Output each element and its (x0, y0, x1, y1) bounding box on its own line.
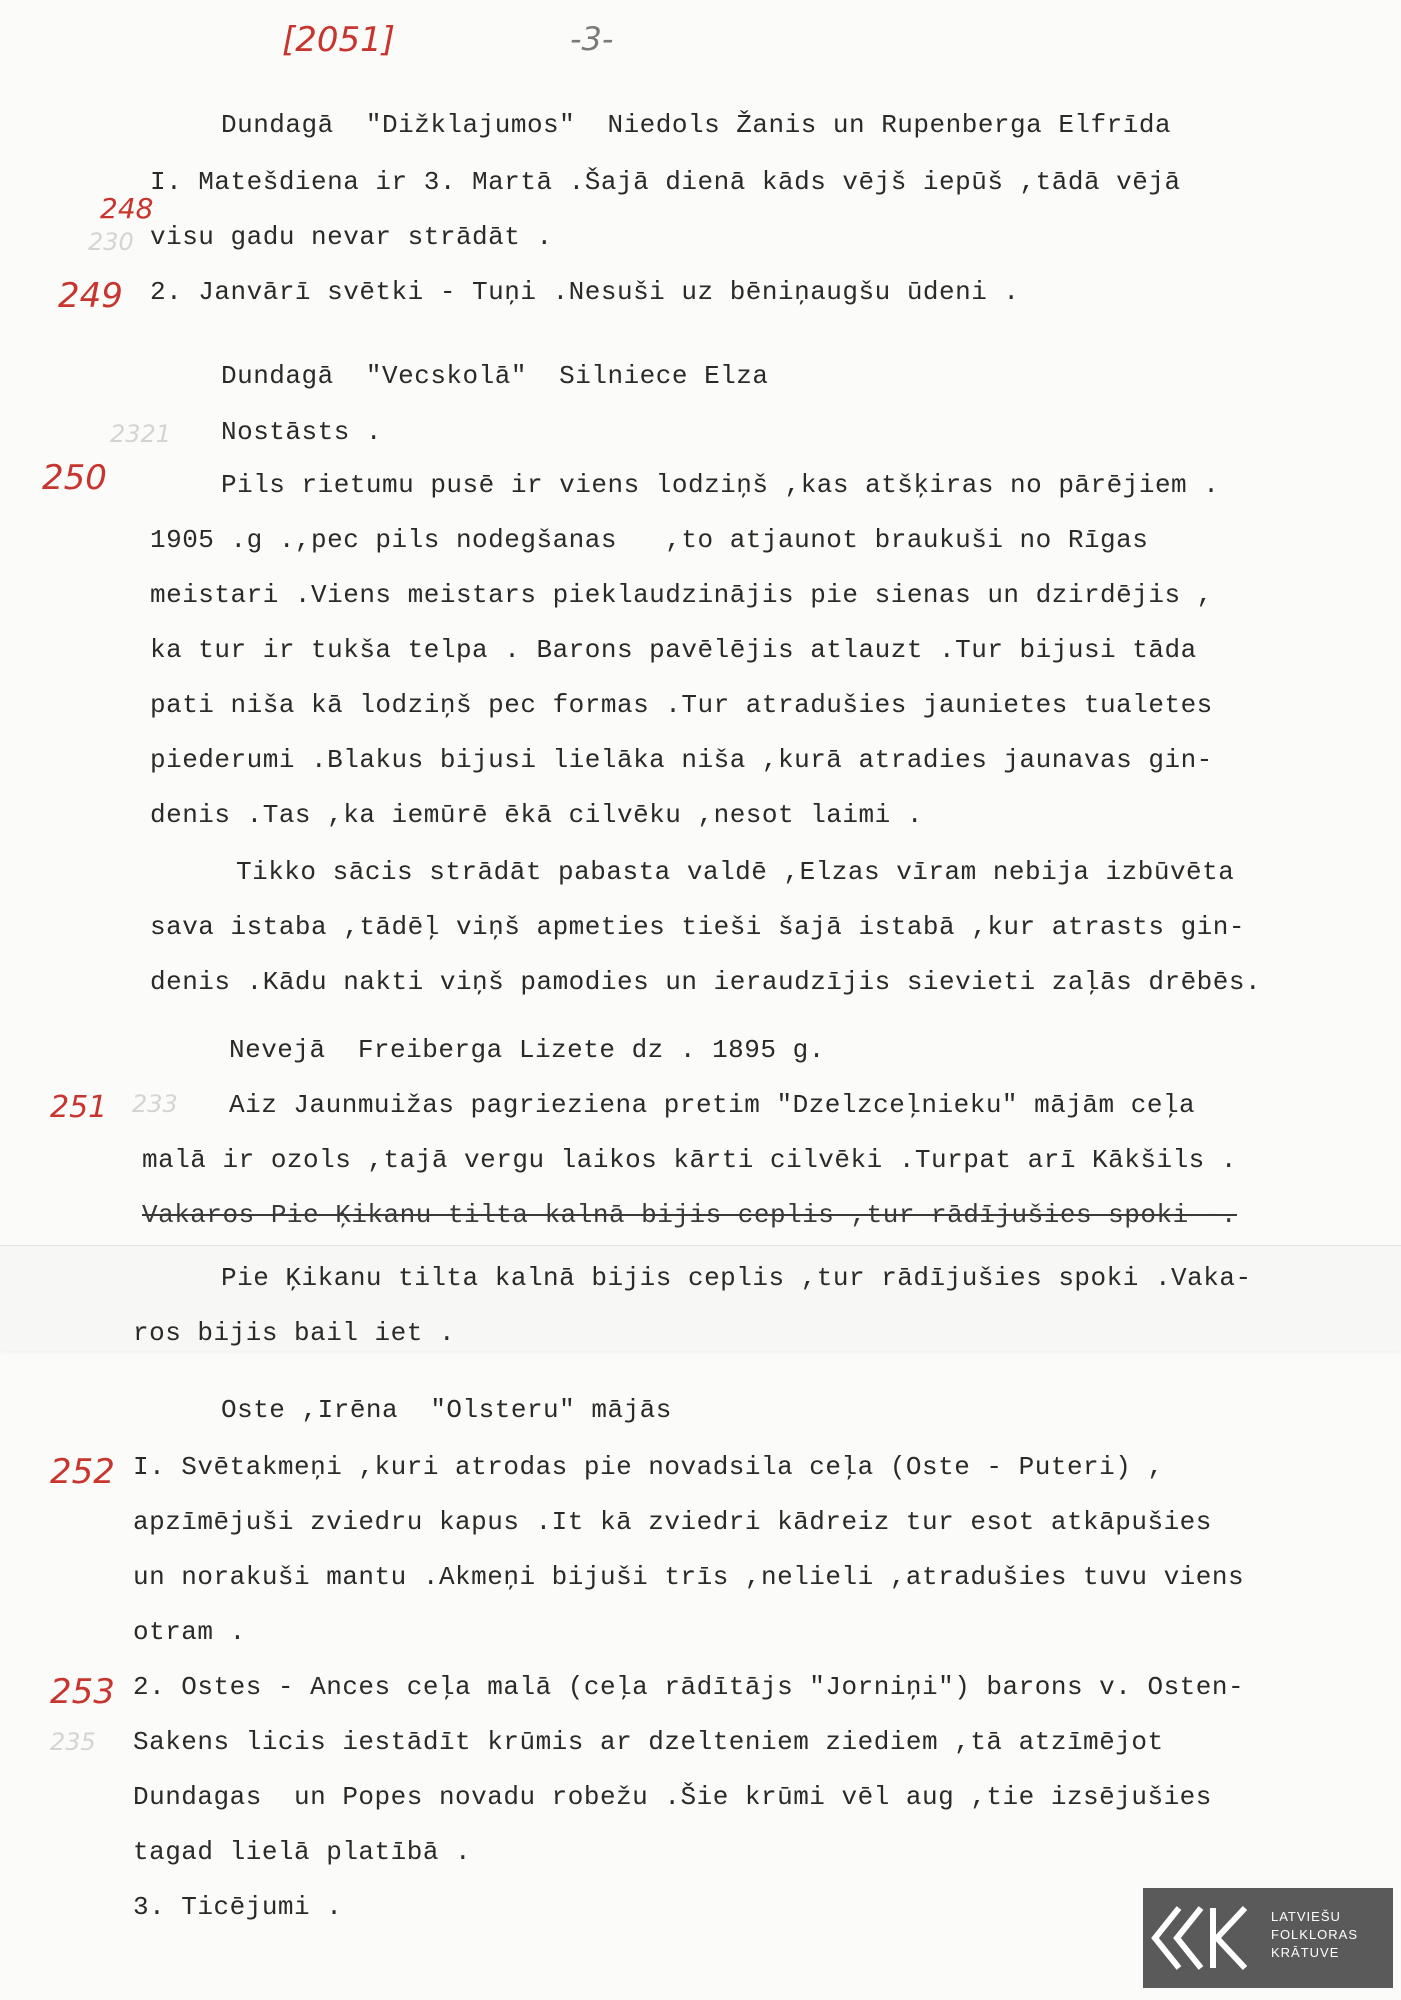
margin-note-252: 252 (50, 1452, 115, 1492)
lfk-logo-icon (1147, 1898, 1257, 1978)
text-line: apzīmējuši zviedru kapus .It kā zviedri kādreiz tur esot atkāpušies (133, 1507, 1212, 1537)
text-line: pati niša kā lodziņš pec formas .Tur atradušies jaunietes tualetes (150, 690, 1213, 720)
struck-text-line: Vakaros Pie Ķikanu tilta kalnā bijis ceplis ,tur rādījušies spoki -. (142, 1200, 1237, 1230)
text-line: Nostāsts . (221, 417, 383, 447)
margin-note-251: 251 (50, 1090, 108, 1125)
text-line: Sakens licis iestādīt krūmis ar dzelteniem ziediem ,tā atzīmējot (133, 1727, 1164, 1757)
page-number: -3- (570, 20, 614, 58)
text-line: I. Matešdiena ir 3. Martā .Šajā dienā kāds vējš iepūš ,tādā vējā (150, 167, 1181, 197)
faint-stamp-235: 235 (50, 1728, 96, 1756)
text-line: Dundagā "Vecskolā" Silniece Elza (221, 361, 769, 391)
faint-stamp-230: 230 (88, 228, 134, 256)
logo-line-3: KRĀTUVE (1271, 1945, 1340, 1960)
text-line: 1905 .g .,pec pils nodegšanas ,to atjaunot braukuši no Rīgas (150, 525, 1149, 555)
text-line: 2. Janvārī svētki - Tuņi .Nesuši uz bēniņaugšu ūdeni . (150, 277, 1020, 307)
text-line: denis .Kādu nakti viņš pamodies un ieraudzījis sievieti zaļās drēbēs. (150, 967, 1262, 997)
text-line: Dundagas un Popes novadu robežu .Šie krūmi vēl aug ,tie izsējušies (133, 1782, 1212, 1812)
text-line: 3. Ticējumi . (133, 1892, 343, 1922)
text-line: piederumi .Blakus bijusi lielāka niša ,kurā atradies jaunavas gin- (150, 745, 1213, 775)
text-line: Nevejā Freiberga Lizete dz . 1895 g. (229, 1035, 825, 1065)
text-line: Pils rietumu pusē ir viens lodziņš ,kas atšķiras no pārējiem . (221, 470, 1220, 500)
faint-stamp-233: 233 (132, 1090, 178, 1118)
text-line: ka tur ir tukša telpa . Barons pavēlējis atlauzt .Tur bijusi tāda (150, 635, 1197, 665)
text-line: Tikko sācis strādāt pabasta valdē ,Elzas vīram nebija izbūvēta (236, 857, 1235, 887)
text-line: Aiz Jaunmuižas pagrieziena pretim "Dzelzceļnieku" mājām ceļa (229, 1090, 1196, 1120)
text-line: Dundagā "Dižklajumos" Niedols Žanis un Rupenberga Elfrīda (221, 110, 1172, 140)
logo-line-1: LATVIEŠU (1271, 1909, 1341, 1924)
text-line: meistari .Viens meistars pieklaudzinājis pie sienas un dzirdējis , (150, 580, 1213, 610)
text-line: otram . (133, 1617, 246, 1647)
text-line: I. Svētakmeņi ,kuri atrodas pie novadsila ceļa (Oste - Puteri) , (133, 1452, 1164, 1482)
text-line: visu gadu nevar strādāt . (150, 222, 553, 252)
text-line: malā ir ozols ,tajā vergu laikos kārti cilvēki .Turpat arī Kākšils . (142, 1145, 1237, 1175)
margin-note-250: 250 (42, 458, 107, 498)
archive-logo (1143, 1888, 1393, 1988)
text-line: sava istaba ,tādēļ viņš apmeties tieši šajā istabā ,kur atrasts gin- (150, 912, 1245, 942)
text-line: tagad lielā platībā . (133, 1837, 472, 1867)
text-line: denis .Tas ,ka iemūrē ēkā cilvēku ,nesot laimi . (150, 800, 923, 830)
margin-note-248: 248 (100, 192, 154, 225)
margin-note-253: 253 (50, 1672, 115, 1712)
archive-ref-mark: [2051] (282, 20, 396, 60)
margin-note-249: 249 (58, 276, 123, 316)
text-line: ros bijis bail iet . (133, 1318, 456, 1348)
text-line: Oste ,Irēna "Olsteru" mājās (221, 1395, 672, 1425)
faint-stamp-2321: 2321 (110, 420, 172, 448)
text-line: Pie Ķikanu tilta kalnā bijis ceplis ,tur rādījušies spoki .Vaka- (221, 1263, 1252, 1293)
text-line: un norakuši mantu .Akmeņi bijuši trīs ,nelieli ,atradušies tuvu viens (133, 1562, 1245, 1592)
logo-line-2: FOLKLORAS (1271, 1927, 1359, 1942)
text-line: 2. Ostes - Ances ceļa malā (ceļa rādītājs "Jorniņi") barons v. Osten- (133, 1672, 1245, 1702)
logo-text (1271, 1908, 1358, 1962)
